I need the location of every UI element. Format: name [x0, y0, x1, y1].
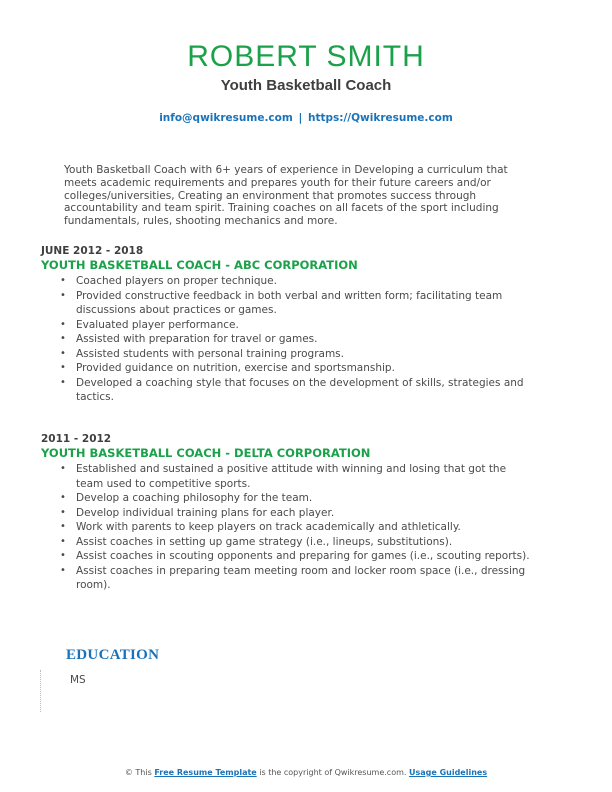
bullet-text: Develop a coaching philosophy for the team.: [76, 492, 313, 504]
list-item: [41, 535, 536, 550]
bullet-icon: •: [60, 564, 66, 576]
bullet-icon: •: [60, 550, 66, 561]
bullet-text: Evaluated player performance.: [76, 318, 239, 331]
list-item: [41, 549, 536, 564]
bullet-icon: •: [60, 376, 66, 388]
free-resume-template-link[interactable]: Free Resume Template: [154, 768, 257, 777]
summary-paragraph: Youth Basketball Coach with 6+ years of experience in Developing a curriculum that meets academic requirements and prepares youth for their future careers and/or colleges/universities, Creating an environment that promotes success through accountability and team spirit. Training coaches on all facets of the sport including fundamentals, rules, shooting mechanics and more.: [64, 164, 508, 228]
list-item: [41, 506, 536, 521]
footer-middle: is the copyright of Qwikresume.com.: [259, 768, 407, 777]
education-heading: EDUCATION: [66, 647, 160, 663]
footer-prefix: © This: [124, 768, 152, 777]
usage-guidelines-link[interactable]: Usage Guidelines: [408, 768, 488, 777]
bullet-icon: •: [60, 318, 66, 330]
bullet-icon: •: [60, 347, 66, 359]
contact-line: [0, 111, 612, 125]
bullet-icon: •: [60, 535, 66, 547]
candidate-title: Youth Basketball Coach: [220, 77, 392, 94]
job-dates: 2011 - 2012: [41, 433, 112, 445]
job-bullet-list: [41, 462, 541, 593]
bullet-text: Provided constructive feedback in both verbal and written form; facilitating team discussions about practices or games.: [76, 289, 503, 316]
contact-separator: |: [298, 112, 303, 124]
bullet-icon: •: [60, 362, 66, 373]
list-item: [41, 564, 536, 593]
bullet-text: Assist coaches in setting up game strategy (i.e., lineups, substitutions).: [76, 535, 453, 548]
bullet-icon: •: [60, 521, 66, 532]
list-item: [41, 274, 536, 289]
job-heading: YOUTH BASKETBALL COACH - ABC CORPORATION: [41, 258, 358, 272]
list-item: [41, 347, 536, 362]
bullet-icon: •: [60, 506, 66, 518]
list-item: [41, 376, 536, 405]
email-link[interactable]: info@qwikresume.com: [159, 112, 293, 124]
bullet-icon: •: [60, 333, 66, 344]
bullet-icon: •: [60, 275, 66, 286]
bullet-text: Developed a coaching style that focuses on the development of skills, strategies and tactics.: [76, 376, 524, 403]
bullet-text: Develop individual training plans for each player.: [76, 506, 335, 519]
experience-entry: [41, 245, 541, 405]
list-item: [41, 520, 536, 535]
list-item: [41, 361, 536, 376]
experience-entry: [41, 433, 541, 593]
bullet-text: Assist coaches in preparing team meeting room and locker room space (i.e., dressing room).: [76, 564, 526, 591]
bullet-text: Coached players on proper technique.: [76, 275, 277, 287]
list-item: [41, 462, 536, 491]
bullet-icon: •: [60, 289, 66, 301]
job-dates: JUNE 2012 - 2018: [41, 245, 144, 257]
list-item: [41, 491, 536, 506]
website-link[interactable]: https://Qwikresume.com: [307, 112, 453, 124]
education-degree: MS: [70, 674, 86, 686]
bullet-icon: •: [60, 492, 66, 503]
bullet-text: Assisted with preparation for travel or games.: [76, 333, 318, 345]
job-heading: YOUTH BASKETBALL COACH - DELTA CORPORATION: [41, 446, 371, 460]
bullet-text: Work with parents to keep players on track academically and athletically.: [76, 521, 461, 533]
job-bullet-list: [41, 274, 541, 405]
list-item: [41, 289, 536, 318]
bullet-text: Assist coaches in scouting opponents and preparing for games (i.e., scouting reports).: [76, 550, 530, 562]
bullet-text: Established and sustained a positive attitude with winning and losing that got the team used to competitive sports.: [76, 463, 507, 490]
candidate-name: ROBERT SMITH: [187, 40, 425, 73]
list-item: [41, 318, 536, 333]
education-divider: [40, 670, 41, 712]
bullet-icon: •: [60, 463, 66, 474]
bullet-text: Assisted students with personal training programs.: [76, 347, 344, 360]
copyright-footer: [0, 768, 612, 778]
list-item: [41, 332, 536, 347]
bullet-text: Provided guidance on nutrition, exercise and sportsmanship.: [76, 362, 395, 374]
